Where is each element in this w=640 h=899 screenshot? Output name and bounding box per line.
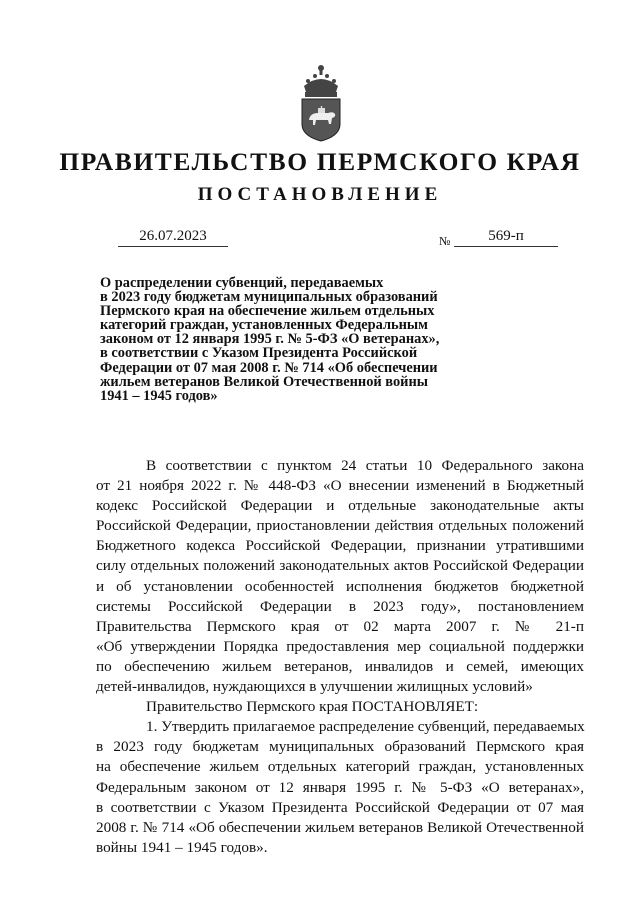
document-type-title: ПОСТАНОВЛЕНИЕ <box>197 184 443 205</box>
preamble-line: от 21 ноября 2022 г. № 448-ФЗ «О внесении изменений в Бюджетный <box>96 477 584 495</box>
preamble-line: Бюджетного кодекса Российской Федерации, признании утратившими <box>96 537 584 555</box>
subject-line: Федерации от 07 мая 2008 г. № 714 «Об обеспечении <box>100 359 438 376</box>
subject-line: законом от 12 января 1995 г. № 5-ФЗ «О ветеранах», <box>100 331 440 348</box>
document-subject <box>100 276 480 403</box>
preamble-line: силу отдельных положений законодательных актов Российской Федерации <box>96 557 584 575</box>
subject-line: категорий граждан, установленных Федеральным <box>100 317 428 334</box>
subject-line: в 2023 году бюджетам муниципальных образований <box>100 289 438 306</box>
perm-krai-coat-of-arms-icon <box>294 62 348 142</box>
preamble-line: «Об утверждении Порядка предоставления мер социальной поддержки <box>96 637 584 655</box>
subject-line: Пермского края на обеспечение жильем отдельных <box>100 303 435 320</box>
preamble-line: кодекс Российской Федерации и отдельные законодательные акты <box>96 497 584 515</box>
item-1-line: в 2023 году бюджетам муниципальных образований Пермского края <box>96 738 584 756</box>
subject-line: жильем ветеранов Великой Отечественной войны <box>100 373 428 390</box>
preamble-line: детей-инвалидов, нуждающихся в улучшении жилищных условий» <box>96 678 533 696</box>
preamble-line: системы Российской Федерации в 2023 году», постановлением <box>96 597 584 615</box>
item-1-line: 1. Утвердить прилагаемое распределение субвенций, передаваемых <box>146 718 585 736</box>
item-1-line: 2008 г. № 714 «Об обеспечении жильем ветеранов Великой Отечественной <box>96 818 584 836</box>
preamble-line: Правительства Пермского края от 02 марта 2007 г. № 21-п <box>96 617 584 635</box>
subject-line: О распределении субвенций, передаваемых <box>100 275 384 291</box>
preamble-line: по обеспечению жильем ветеранов, инвалидов и семей, имеющих <box>96 657 584 675</box>
document-body <box>96 456 584 858</box>
organization-title: ПРАВИТЕЛЬСТВО ПЕРМСКОГО КРАЯ <box>59 147 581 176</box>
preamble-line: и об установлении особенностей исполнения бюджетов бюджетной <box>96 577 584 595</box>
item-1-line: Федеральным законом от 12 января 1995 г. № 5-ФЗ «О ветеранах», <box>96 778 584 796</box>
item-1-line: на обеспечение жильем отдельных категорий граждан, установленных <box>96 758 584 776</box>
subject-line: 1941 – 1945 годов» <box>100 387 218 404</box>
preamble-line: Российской Федерации, приостановлении действия отдельных положений <box>96 517 584 535</box>
preamble-line: В соответствии с пунктом 24 статьи 10 Федерального закона <box>146 457 584 474</box>
subject-line: в соответствии с Указом Президента Российской <box>100 345 418 362</box>
number-sign: № <box>439 234 451 248</box>
resolves-line: Правительство Пермского края ПОСТАНОВЛЯЕТ: <box>146 698 479 716</box>
item-1-line: войны 1941 – 1945 годов». <box>96 838 268 856</box>
document-date: 26.07.2023 <box>118 228 228 247</box>
document-number: 569-п <box>454 228 558 247</box>
item-1-line: в соответствии с Указом Президента Российской Федерации от 07 мая <box>96 798 584 816</box>
